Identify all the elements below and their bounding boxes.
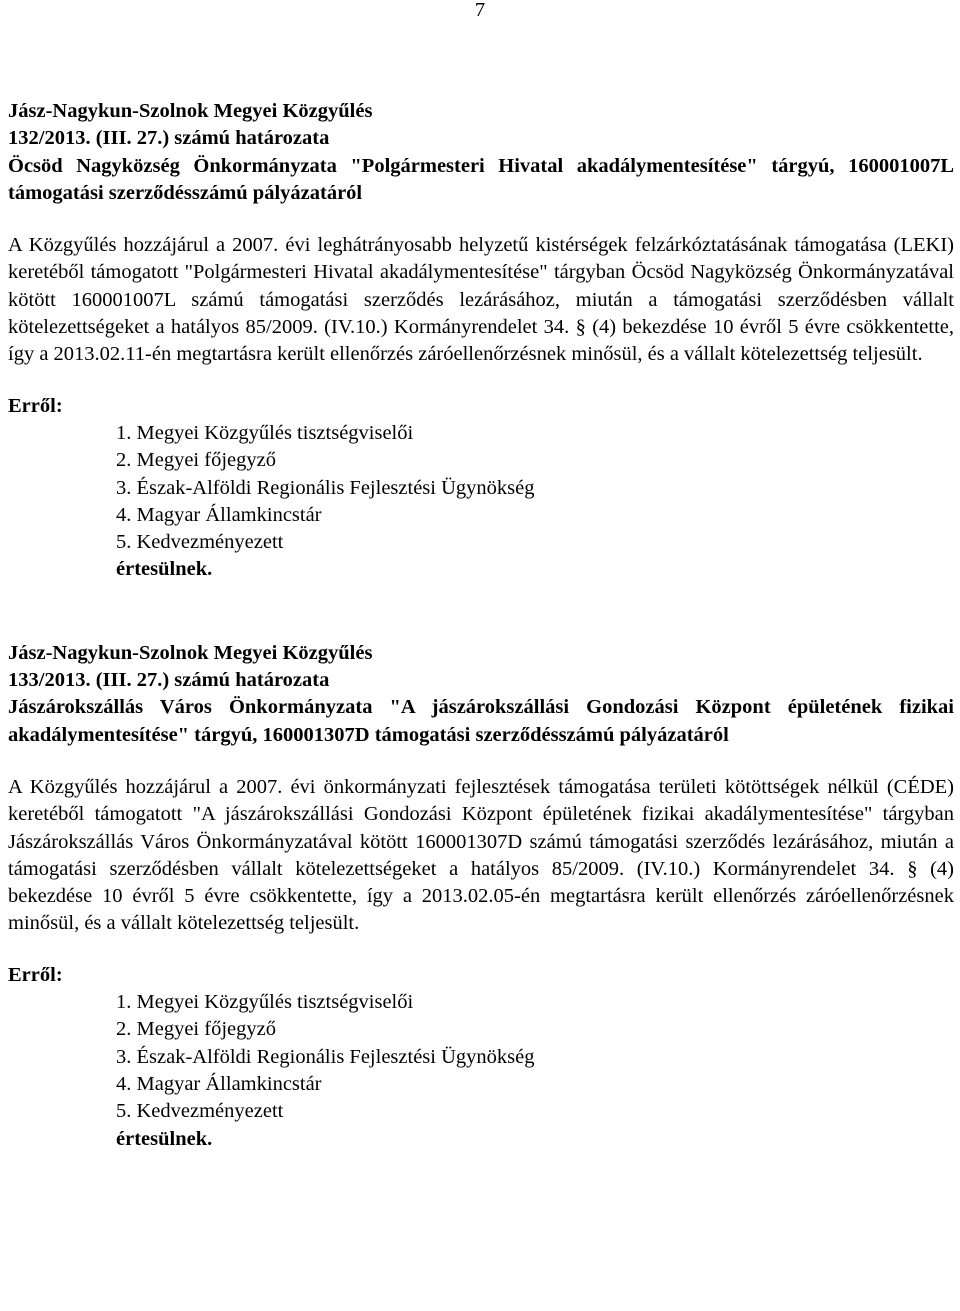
recipient-item: 5. Kedvezményezett xyxy=(116,1100,284,1123)
recipient-item: 3. Észak-Alföldi Regionális Fejlesztési Ügynökség xyxy=(116,1045,535,1068)
errol-label: Erről: xyxy=(8,963,63,986)
resolution-132 xyxy=(8,98,954,584)
document-body xyxy=(8,98,954,1153)
recipient-item: 4. Magyar Államkincstár xyxy=(116,1072,322,1095)
recipient-item: 1. Megyei Közgyűlés tisztségviselői xyxy=(116,991,414,1014)
resolution-subject: Jászárokszállás Város Önkormányzata "A jászárokszállási Gondozási Központ épületének fizikai akadálymentesítése" tárgyú, 160001307D támogatási szerződésszámú pályázatáról xyxy=(8,696,954,746)
resolution-body-heading: Jász-Nagykun-Szolnok Megyei Közgyűlés xyxy=(8,641,373,664)
recipient-item: 2. Megyei főjegyző xyxy=(116,1018,276,1041)
resolution-text: A Közgyűlés hozzájárul a 2007. évi leghátrányosabb helyzetű kistérségek felzárkóztatásának támogatása (LEKI) keretéből támogatott "Polgármesteri Hivatal akadálymentesítése" tárgyban Öcsöd Nagyközség Önkormányzatával kötött 160001007L számú támogatási szerződés lezárásához, miután a támogatási szerződésben vállalt kötelezettségeket a hatályos 85/2009. (IV.10.) Kormányrendelet 34. § (4) bekezdése 10 évről 5 évre csökkentette, így a 2013.02.11-én megtartásra került ellenőrzés záróellenőrzésnek minősül, és a vállalt kötelezettség teljesült. xyxy=(8,234,954,366)
resolution-text: A Közgyűlés hozzájárul a 2007. évi önkormányzati fejlesztések támogatása területi kötöttségek nélkül (CÉDE) keretéből támogatott "A jászárokszállási Gondozási Központ épületének fizikai akadálymentesítése" tárgyban Jászárokszállás Város Önkormányzatával kötött 160001307D számú támogatási szerződés lezárásához, miután a támogatási szerződésben vállalt kötelezettségeket a hatályos 85/2009. (IV.10.) Kormányrendelet 34. § (4) bekezdése 10 évről 5 évre csökkentette, így a 2013.02.05-én megtartásra került ellenőrzés záróellenőrzésnek minősül, és a vállalt kötelezettség teljesült. xyxy=(8,775,954,935)
notify-label: értesülnek. xyxy=(116,558,213,581)
recipient-item: 5. Kedvezményezett xyxy=(116,531,284,554)
page-number: 7 xyxy=(474,0,486,21)
recipient-item: 3. Észak-Alföldi Regionális Fejlesztési Ügynökség xyxy=(116,476,535,499)
resolution-number: 132/2013. (III. 27.) számú határozata xyxy=(8,127,330,150)
resolution-number: 133/2013. (III. 27.) számú határozata xyxy=(8,669,330,692)
resolution-133 xyxy=(8,640,954,1153)
notify-label: értesülnek. xyxy=(116,1127,213,1150)
recipient-item: 1. Megyei Közgyűlés tisztségviselői xyxy=(116,421,414,444)
recipient-list xyxy=(8,420,954,556)
errol-label: Erről: xyxy=(8,394,63,417)
recipient-item: 2. Megyei főjegyző xyxy=(116,449,276,472)
resolution-subject: Öcsöd Nagyközség Önkormányzata "Polgármesteri Hivatal akadálymentesítése" tárgyú, 160001007L támogatási szerződésszámú pályázatáról xyxy=(8,154,954,204)
resolution-body-heading: Jász-Nagykun-Szolnok Megyei Közgyűlés xyxy=(8,100,373,122)
recipient-list xyxy=(8,989,954,1125)
recipient-item: 4. Magyar Államkincstár xyxy=(116,503,322,526)
